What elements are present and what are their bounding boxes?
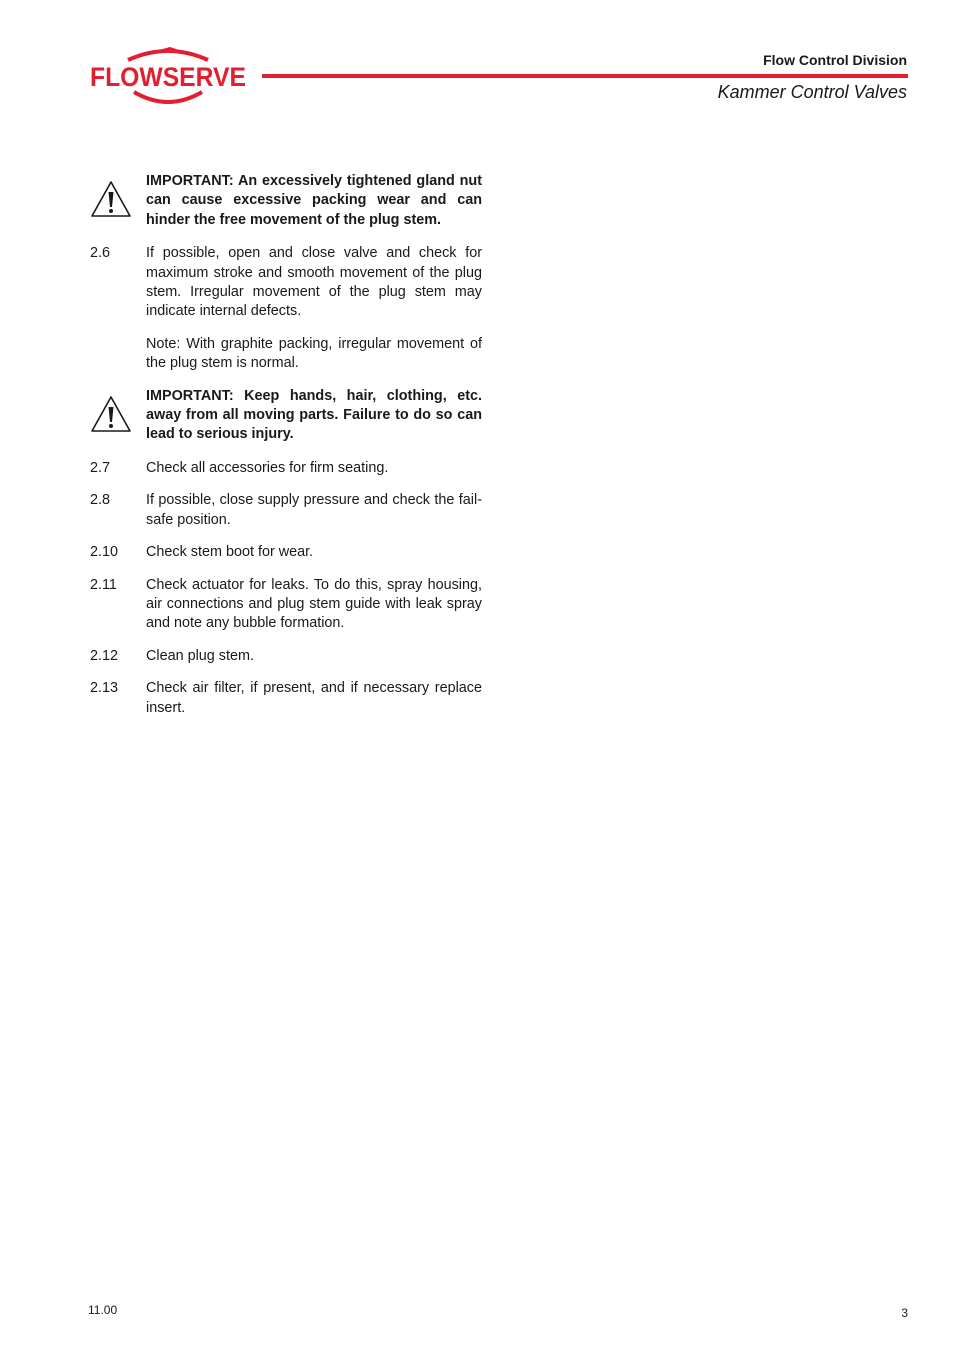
item-number: 2.11 xyxy=(90,576,117,593)
item-text: Check actuator for leaks. To do this, spray housing, air connections and plug stem guide with leak spray and note any bubble formation. xyxy=(146,576,482,632)
page-number: 3 xyxy=(901,1306,908,1320)
item-text: If possible, close supply pressure and check the fail-safe position. xyxy=(146,492,482,528)
list-item xyxy=(90,459,482,478)
item-number: 2.8 xyxy=(90,492,111,509)
item-text: Clean plug stem. xyxy=(146,647,254,664)
warning-text: IMPORTANT: Keep hands, hair, clothing, etc. away from all moving parts. Failure to do so can lead to serious injury. xyxy=(146,387,482,443)
header-rule xyxy=(262,74,908,78)
warning-triangle-icon xyxy=(90,395,132,433)
warning-text: IMPORTANT: An excessively tightened gland nut can cause excessive packing wear and can hinder the free movement of the plug stem. xyxy=(146,173,482,228)
flowserve-logo xyxy=(88,46,250,108)
division-name: Flow Control Division xyxy=(763,52,907,68)
item-note: Note: With graphite packing, irregular movement of the plug stem is normal. xyxy=(146,335,482,372)
item-number: 2.10 xyxy=(90,544,119,561)
product-name: Kammer Control Valves xyxy=(717,82,907,102)
list-item xyxy=(90,244,482,373)
item-number: 2.12 xyxy=(90,647,119,664)
item-number: 2.7 xyxy=(90,459,111,476)
footer-date: 11.00 xyxy=(88,1303,118,1317)
list-item xyxy=(90,647,482,666)
item-number: 2.13 xyxy=(90,680,119,697)
item-text: Check air filter, if present, and if necessary replace insert. xyxy=(146,680,482,716)
item-text: If possible, open and close valve and check for maximum stroke and smooth movement of the plug stem. Irregular movement of the plug stem may indicate internal defects. xyxy=(146,245,482,320)
item-text: Check all accessories for firm seating. xyxy=(146,459,389,476)
item-number: 2.6 xyxy=(90,245,111,262)
warning-block xyxy=(90,172,482,230)
maintenance-content xyxy=(90,172,482,731)
item-text: Check stem boot for wear. xyxy=(146,544,314,561)
list-item xyxy=(90,576,482,634)
warning-triangle-icon xyxy=(90,180,132,218)
logo-wordmark: FLOWSERVE xyxy=(90,62,246,92)
warning-block xyxy=(90,387,482,445)
list-item xyxy=(90,543,482,562)
list-item xyxy=(90,679,482,718)
list-item xyxy=(90,491,482,530)
